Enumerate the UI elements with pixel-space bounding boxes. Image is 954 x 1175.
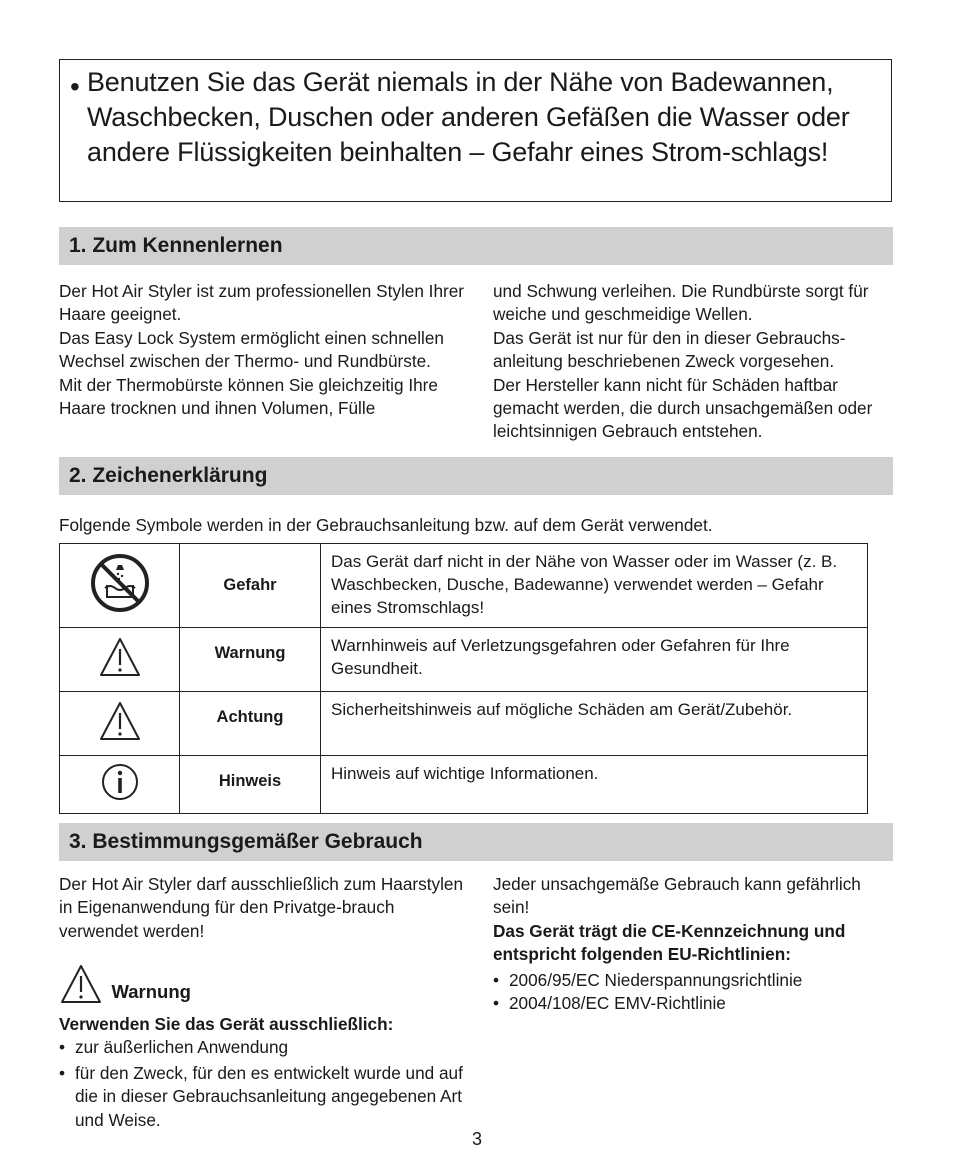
paragraph: und Schwung verleihen. Die Rundbürste sorgt für weiche und geschmeidige Wellen. — [493, 281, 869, 325]
paragraph: Der Hot Air Styler ist zum professionellen Stylen Ihrer Haare geeignet. — [59, 281, 465, 325]
warning-heading — [59, 963, 191, 1005]
section-header-3 — [59, 823, 893, 861]
paragraph: Das Gerät ist nur für den in dieser Gebrauchs-anleitung beschriebenen Zweck vorgesehen. — [493, 327, 846, 372]
ce-directive-list — [493, 969, 893, 1016]
list-item — [493, 992, 893, 1015]
danger-notice-text: Benutzen Sie das Gerät niemals in der Nähe von Badewannen, Waschbecken, Duschen oder anderen Gefäßen die Wasser oder andere Flüssigkeiten beinhalten – Gefahr eines Strom-schlags! — [87, 67, 850, 167]
symbol-name-cell — [180, 692, 321, 756]
warning-list — [59, 1036, 469, 1132]
symbol-cell — [60, 756, 180, 814]
symbol-name-cell — [180, 544, 321, 628]
list-item-text: 2006/95/EC Niederspannungsrichtlinie — [509, 969, 803, 990]
symbol-description-cell — [321, 544, 868, 628]
section-header-2 — [59, 457, 893, 495]
symbol-description: Hinweis auf wichtige Informationen. — [331, 764, 599, 783]
bullet: • — [59, 1037, 66, 1058]
bullet: • — [70, 71, 80, 102]
symbol-description-cell — [321, 756, 868, 814]
list-item-text: zur äußerlichen Anwendung — [75, 1037, 289, 1058]
warning-subtitle: Verwenden Sie das Gerät ausschließlich: — [59, 1014, 394, 1034]
section-3-heading: 3. Bestimmungsgemäßer Gebrauch — [69, 830, 423, 853]
symbol-name-cell — [180, 628, 321, 692]
section-2-heading: 2. Zeichenerklärung — [69, 464, 268, 487]
ce-statement: Das Gerät trägt die CE-Kennzeichnung und entspricht folgenden EU-Richtlinien: — [493, 920, 846, 965]
table-row — [60, 544, 868, 628]
list-item — [59, 1036, 469, 1059]
bullet: • — [493, 993, 500, 1014]
paragraph: Das Easy Lock System ermöglicht einen schnellen Wechsel zwischen der Thermo- und Rundbürste. — [59, 327, 444, 372]
symbol-name-cell — [180, 756, 321, 814]
paragraph: Mit der Thermobürste können Sie gleichzeitig Ihre Haare trocknen und ihnen Volumen, Fülle — [59, 374, 438, 419]
symbol-description: Das Gerät darf nicht in der Nähe von Wasser oder im Wasser (z. B. Waschbecken, Dusche, Badewanne) verwendet werden – Gefahr eines Stromschlags! — [331, 552, 838, 617]
section-1-heading: 1. Zum Kennenlernen — [69, 234, 283, 257]
section-header-1 — [59, 227, 893, 265]
symbols-intro: Folgende Symbole werden in der Gebrauchsanleitung bzw. auf dem Gerät verwendet. — [59, 515, 713, 535]
no-water-icon — [88, 551, 152, 615]
section-3-left-intro: Der Hot Air Styler darf ausschließlich zum Haarstylen in Eigenanwendung für den Privatge-brauch verwendet werden! — [59, 874, 464, 941]
list-item-text: für den Zweck, für den es entwickelt wurde und auf die in dieser Gebrauchsanleitung angegebenen Art und Weise. — [75, 1062, 463, 1130]
list-item — [59, 1062, 469, 1132]
table-row — [60, 692, 868, 756]
symbol-cell — [60, 692, 180, 756]
symbol-name: Hinweis — [218, 772, 282, 790]
list-item-text: 2004/108/EC EMV-Richtlinie — [509, 993, 726, 1014]
table-row — [60, 756, 868, 814]
symbol-table — [59, 543, 868, 814]
section-1-left-column — [59, 280, 464, 420]
warning-triangle-icon — [59, 963, 103, 1005]
warning-triangle-icon — [98, 700, 142, 742]
bullet: • — [59, 1062, 66, 1083]
danger-notice-box — [59, 59, 892, 202]
symbol-description: Sicherheitshinweis auf mögliche Schäden am Gerät/Zubehör. — [331, 700, 793, 719]
info-icon — [100, 762, 140, 802]
section-1-right-column — [493, 280, 888, 444]
warning-title: Warnung — [111, 981, 191, 1002]
paragraph: Der Hersteller kann nicht für Schäden haftbar gemacht werden, die durch unsachgemäßen oder leichtsinnigen Gebrauch entstehen. — [493, 374, 873, 442]
symbol-name: Achtung — [216, 708, 284, 726]
symbol-name: Gefahr — [223, 575, 277, 594]
symbol-name: Warnung — [214, 644, 286, 662]
symbol-description: Warnhinweis auf Verletzungsgefahren oder Gefahren für Ihre Gesundheit. — [331, 636, 790, 678]
list-item — [493, 969, 893, 992]
symbol-description-cell — [321, 692, 868, 756]
warning-triangle-icon — [98, 636, 142, 678]
warning-list-block — [59, 1013, 469, 1132]
symbol-cell — [60, 544, 180, 628]
bullet: • — [493, 969, 500, 990]
table-row — [60, 628, 868, 692]
section-3-right-column — [493, 873, 893, 1015]
symbol-description-cell — [321, 628, 868, 692]
paragraph: Jeder unsachgemäße Gebrauch kann gefährlich sein! — [493, 874, 861, 918]
page-number: 3 — [471, 1129, 482, 1149]
symbol-cell — [60, 628, 180, 692]
